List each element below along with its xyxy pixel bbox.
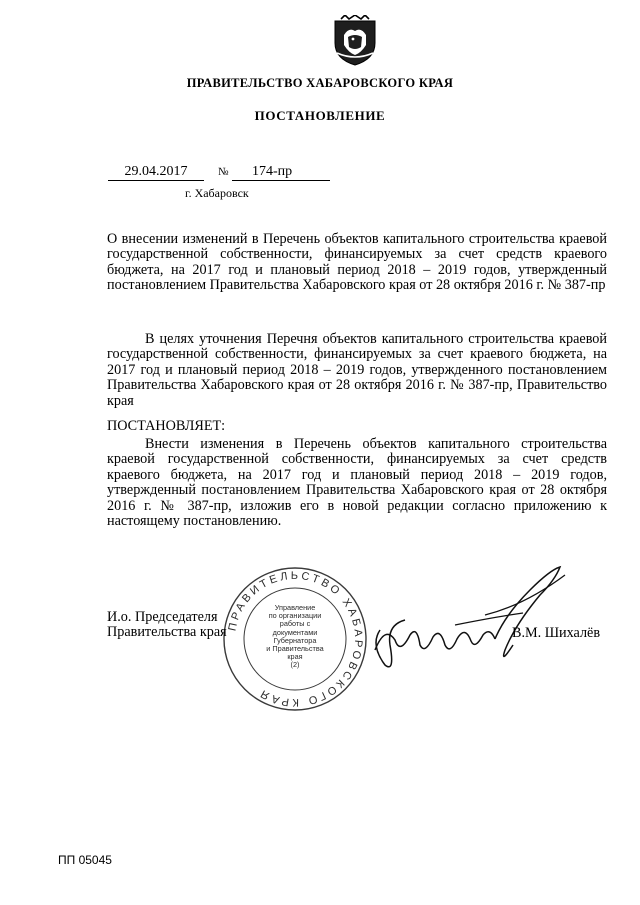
organization-name: ПРАВИТЕЛЬСТВО ХАБАРОВСКОГО КРАЯ <box>186 76 454 90</box>
preamble-paragraph: В целях уточнения Перечня объектов капитального строительства краевой государственной собственности, финансируемых за счет краевого бюджета, на 2017 год и плановый период 2018 – 2019 годов, утвержденного постановлением Правительства Хабаровского края от 28 октября 2016 г. № 387-пр, Правительство края <box>107 331 607 409</box>
stamp-ring-text: ПРАВИТЕЛЬСТВО ХАБАРОВСКОГО КРАЯ <box>226 569 365 709</box>
coat-of-arms-icon <box>331 15 379 67</box>
signer-name: В.М. Шихалёв <box>512 625 601 641</box>
decree-word: ПОСТАНОВЛЯЕТ: <box>107 418 226 434</box>
document-subject: О внесении изменений в Перечень объектов капитального строительства краевой государственной собственности, финансируемых за счет средств краевого бюджета, на 2017 год и плановый период 2018 – 2019 годов, утвержденный постановлением Правительства Хабаровского края от 28 октября 2016 г. № 387-пр <box>107 231 607 294</box>
decision-paragraph: Внести изменения в Перечень объектов капитального строительства краевой государственной собственности, финансируемых за счет средств краевого бюджета, на 2017 год и плановый период 2018 – 2019 годов, утвержденный постановлением Правительства Хабаровского края от 28 октября 2016 г. № 387-пр, изложив его в новой редакции согласно приложению к настоящему постановлению. <box>107 436 607 530</box>
document-code: ПП 05045 <box>58 853 112 867</box>
stamp-inner-text: Управление по организации работы с документами Губернатора и Правительства края (2) <box>266 603 324 670</box>
signer-position <box>107 610 227 641</box>
signer-position-line1: И.о. Председателя <box>107 609 218 625</box>
number-sign: № <box>218 166 229 178</box>
document-city: г. Хабаровск <box>185 186 249 200</box>
document-type: ПОСТАНОВЛЕНИЕ <box>254 108 386 123</box>
document-date: 29.04.2017 <box>108 163 204 181</box>
signer-position-line2: Правительства края <box>107 624 227 641</box>
handwritten-signature <box>355 555 570 680</box>
document-number: 174-пр <box>232 163 330 181</box>
